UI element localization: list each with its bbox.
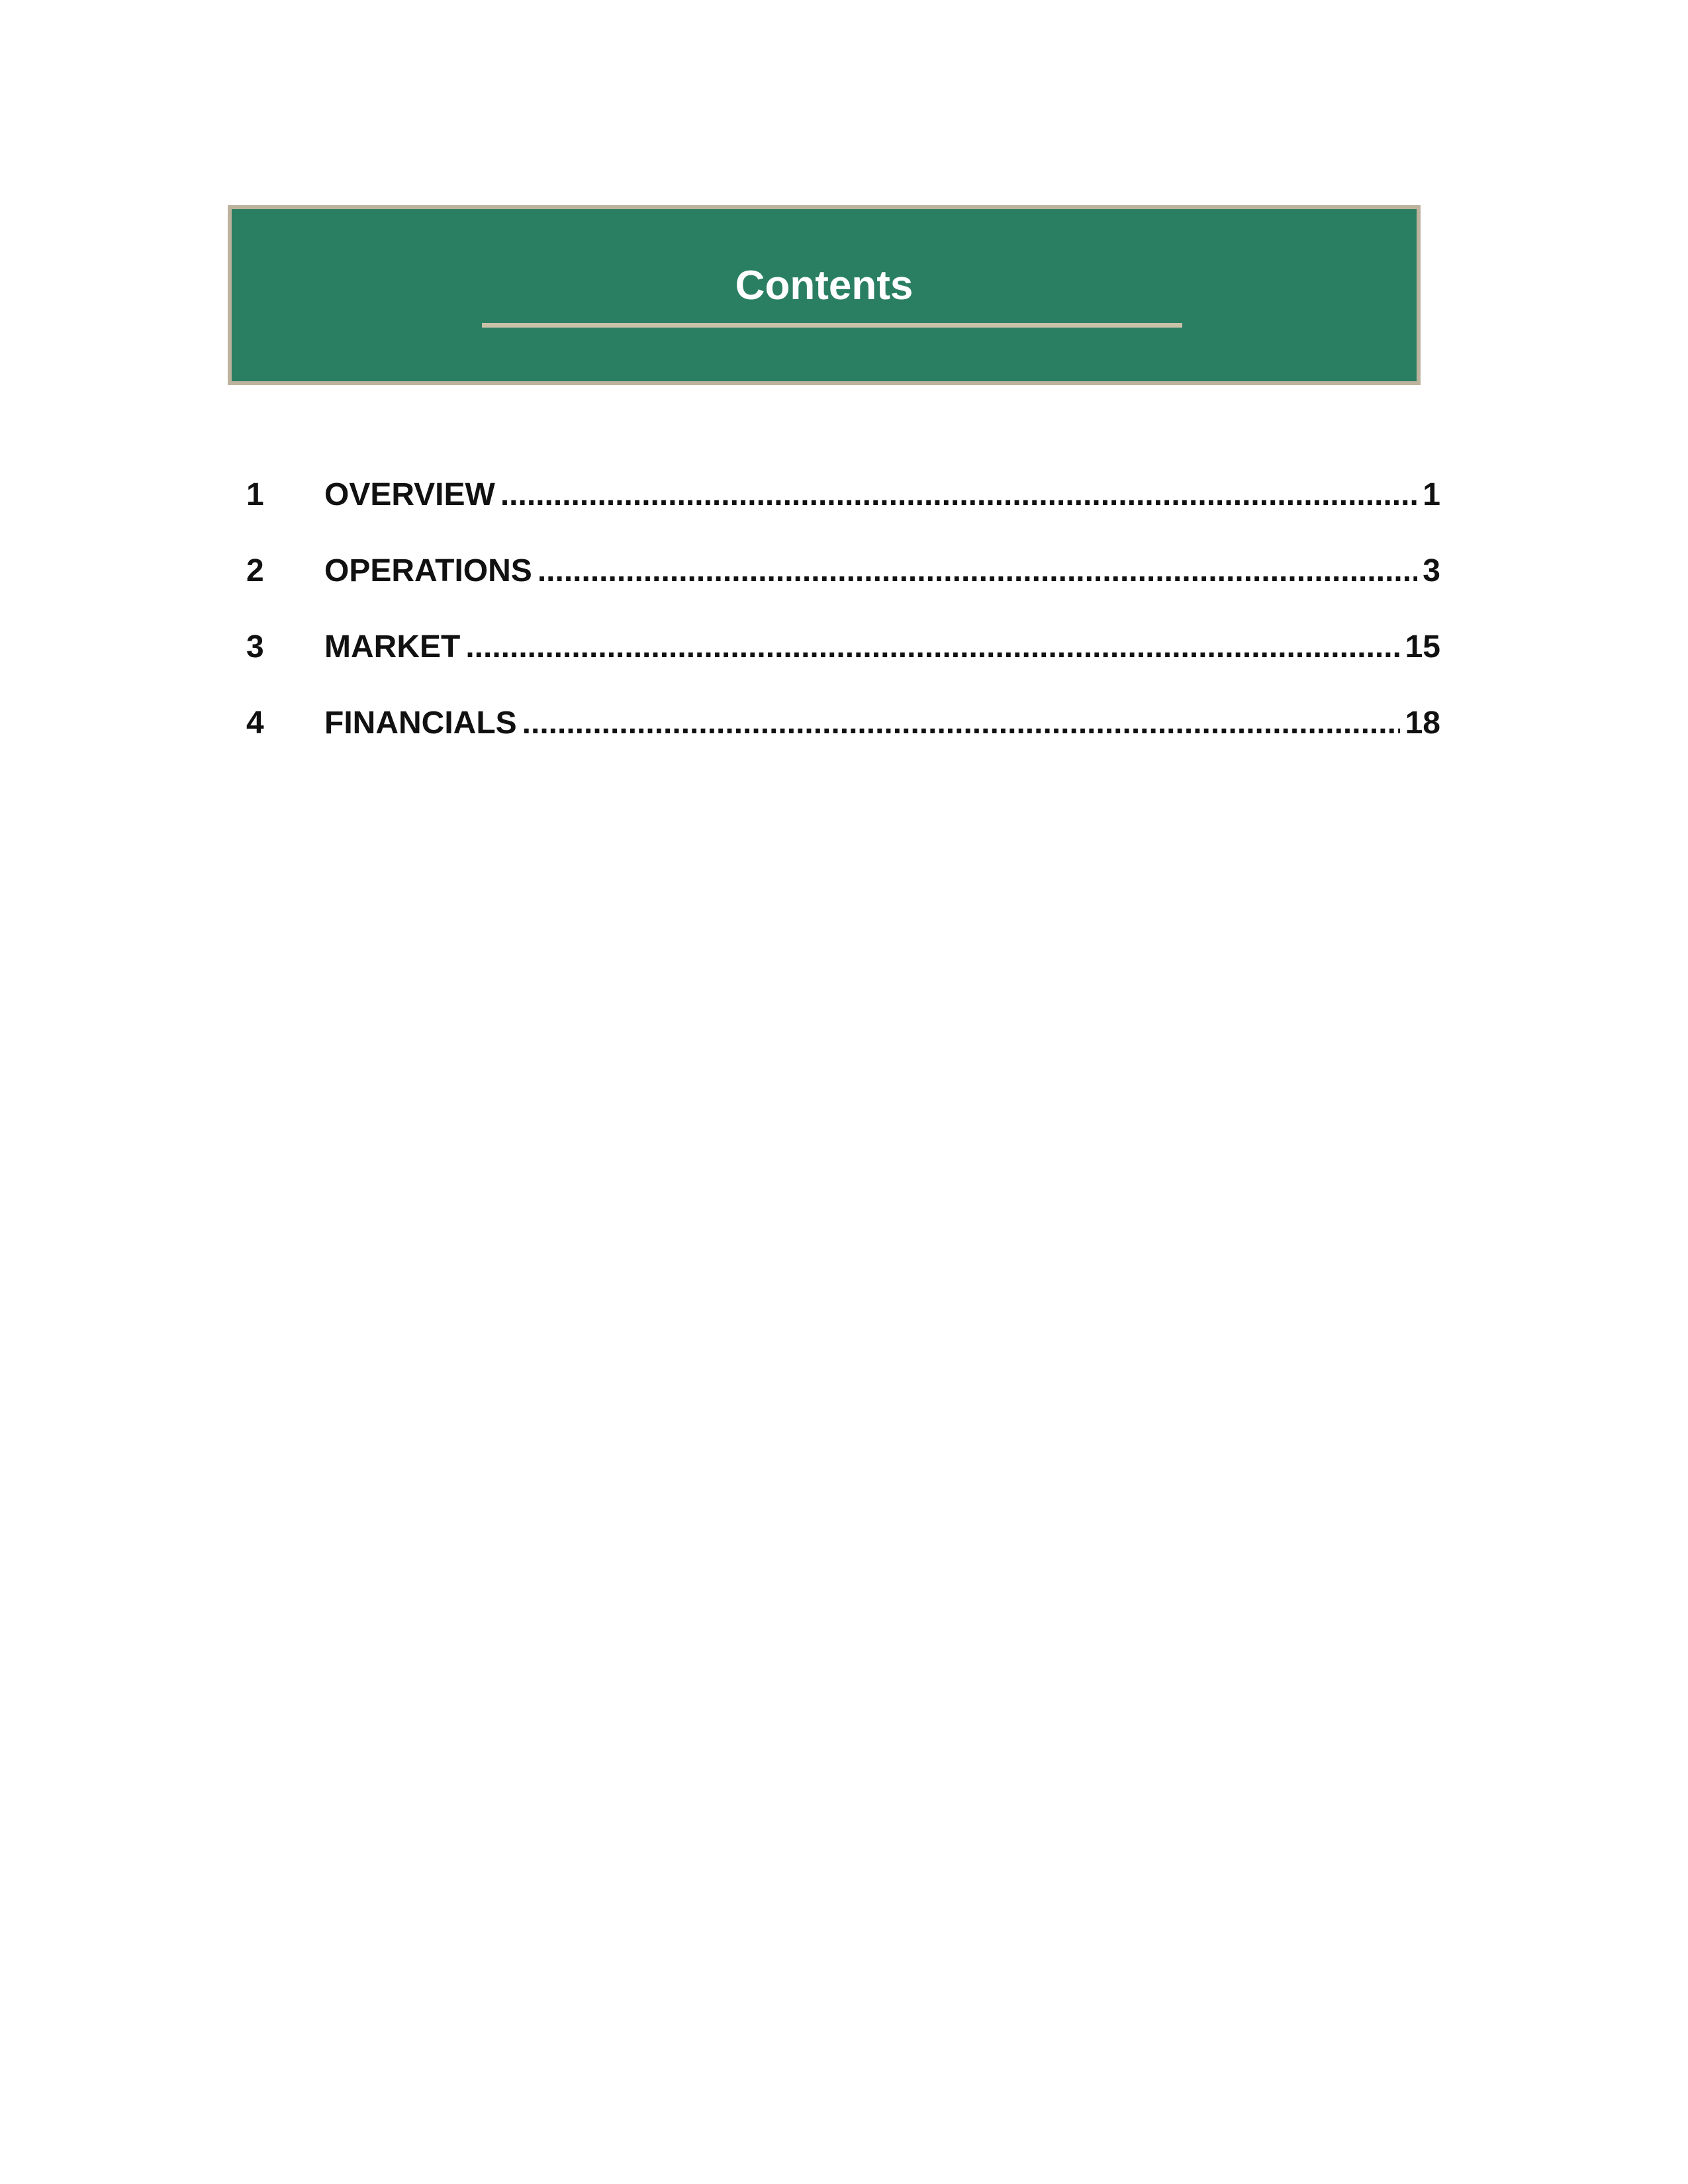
contents-header-box	[228, 205, 1421, 385]
toc-entry-page[interactable]: 3	[1423, 553, 1440, 588]
toc-entry-page[interactable]: 15	[1405, 629, 1440, 664]
title-underline	[482, 323, 1182, 328]
toc-dot-leader	[500, 477, 1417, 514]
toc-entry-page[interactable]: 1	[1423, 477, 1440, 512]
toc-entry-number: 3	[246, 629, 264, 664]
toc-entry-overview[interactable]	[246, 457, 1440, 533]
toc-entry-financials[interactable]	[246, 685, 1440, 761]
toc-entry-title[interactable]: MARKET	[324, 629, 461, 664]
toc-entry-number: 1	[246, 477, 264, 512]
toc-entry-market[interactable]	[246, 609, 1440, 685]
table-of-contents	[246, 457, 1440, 761]
page-title: Contents	[735, 263, 914, 308]
toc-entry-operations[interactable]	[246, 533, 1440, 609]
toc-entry-title[interactable]: OVERVIEW	[324, 477, 495, 512]
toc-entry-page[interactable]: 18	[1405, 705, 1440, 741]
toc-entry-title[interactable]: OPERATIONS	[324, 553, 532, 588]
toc-entry-title[interactable]: FINANCIALS	[324, 705, 517, 741]
toc-dot-leader	[522, 705, 1400, 742]
toc-dot-leader	[538, 553, 1417, 590]
toc-entry-number: 4	[246, 705, 264, 741]
toc-entry-number: 2	[246, 553, 264, 588]
toc-dot-leader	[465, 629, 1399, 666]
